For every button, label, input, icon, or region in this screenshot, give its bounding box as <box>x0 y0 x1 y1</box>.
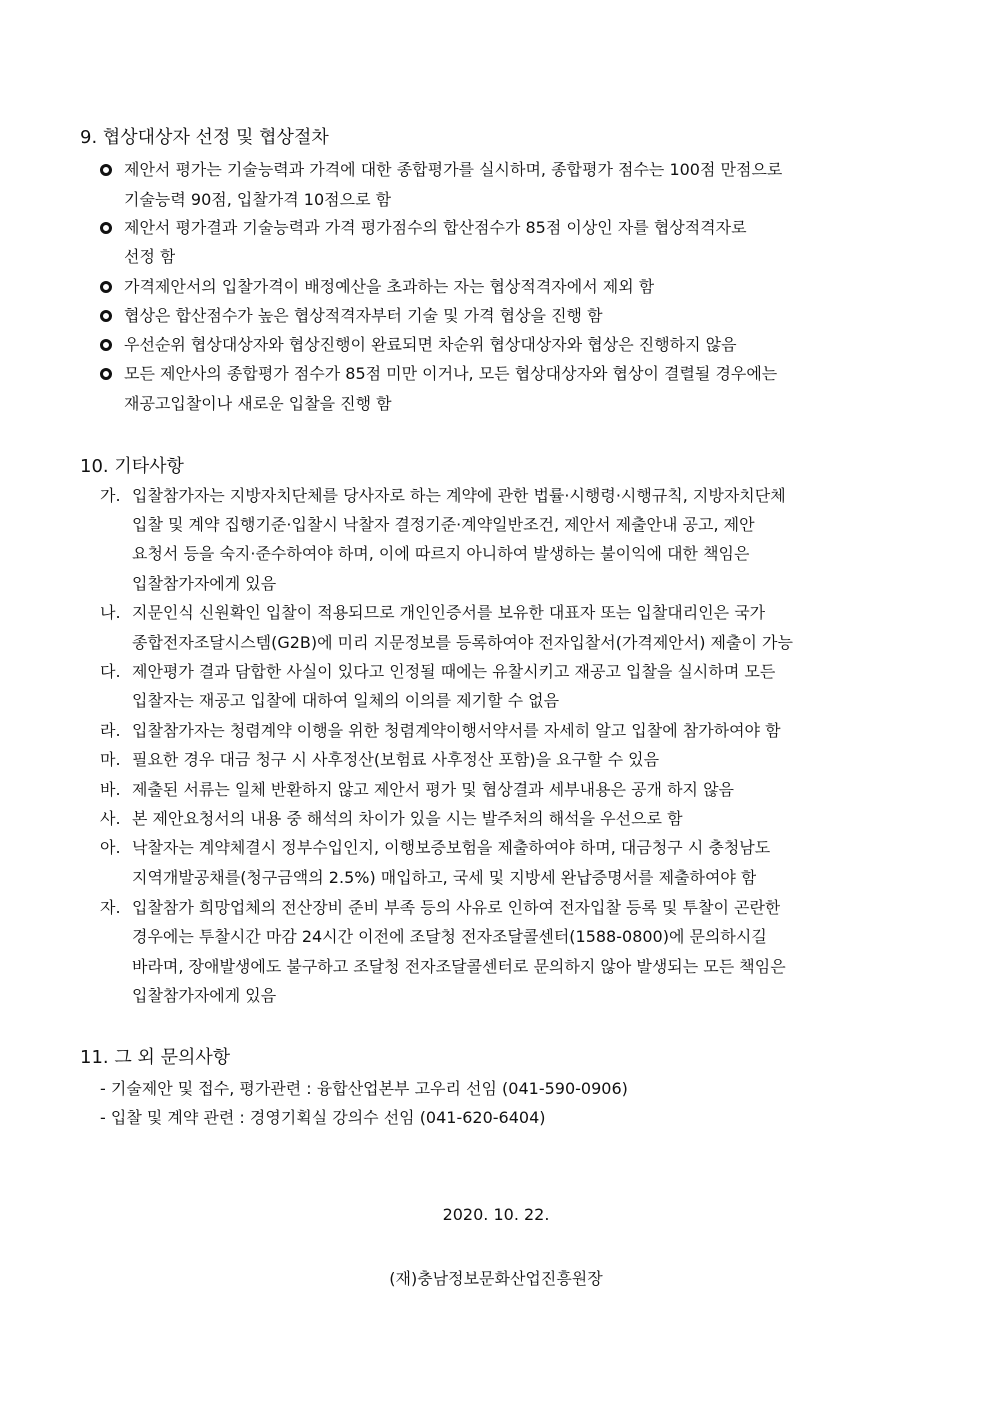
item-marker: 마. <box>100 750 121 769</box>
item-line: 지문인식 신원확인 입찰이 적용되므로 개인인증서를 보유한 대표자 또는 입찰대리인은 국가 <box>132 603 766 622</box>
item-line: 입찰참가자는 지방자치단체를 당사자로 하는 계약에 관한 법률·시행령·시행규칙, 지방자치단체 <box>132 486 786 505</box>
circle-bullet-icon <box>100 310 112 322</box>
contact-line: - 입찰 및 계약 관련 : 경영기획실 강의수 선임 (041-620-6404) <box>100 1108 546 1127</box>
item-line: 재공고입찰이나 새로운 입찰을 진행 함 <box>124 394 392 413</box>
item-line: 경우에는 투찰시간 마감 24시간 이전에 조달청 전자조달콜센터(1588-0800)에 문의하시길 <box>132 927 767 946</box>
item-marker: 사. <box>100 809 121 828</box>
item-line: 입찰참가자는 청렴계약 이행을 위한 청렴계약이행서약서를 자세히 알고 입찰에 참가하여야 함 <box>132 721 781 740</box>
item-line: 필요한 경우 대금 청구 시 사후정산(보험료 사후정산 포함)을 요구할 수 있음 <box>132 750 660 769</box>
item-line: 입찰자는 재공고 입찰에 대하여 일체의 이의를 제기할 수 없음 <box>132 691 560 710</box>
section-11-heading: 11. 그 외 문의사항 <box>80 1047 231 1068</box>
item-line: 모든 제안사의 종합평가 점수가 85점 미만 이거나, 모든 협상대상자와 협상이 결렬될 경우에는 <box>124 364 778 383</box>
item-line: 기술능력 90점, 입찰가격 10점으로 함 <box>124 190 392 209</box>
item-line: 우선순위 협상대상자와 협상진행이 완료되면 차순위 협상대상자와 협상은 진행하지 않음 <box>124 335 737 354</box>
circle-bullet-icon <box>100 281 112 293</box>
section-10-heading: 10. 기타사항 <box>80 456 184 477</box>
item-line: 제안평가 결과 담합한 사실이 있다고 인정될 때에는 유찰시키고 재공고 입찰을 실시하며 모든 <box>132 662 776 681</box>
circle-bullet-icon <box>100 368 112 380</box>
item-line: 낙찰자는 계약체결시 정부수입인지, 이행보증보험을 제출하여야 하며, 대금청구 시 충청남도 <box>132 838 771 857</box>
item-marker: 자. <box>100 898 121 917</box>
issuing-organization: (재)충남정보문화산업진흥원장 <box>389 1269 603 1288</box>
item-line: 요청서 등을 숙지·준수하여야 하며, 이에 따르지 아니하여 발생하는 불이익에 대한 책임은 <box>132 544 750 563</box>
item-line: 선정 함 <box>124 247 176 266</box>
circle-bullet-icon <box>100 339 112 351</box>
document-date: 2020. 10. 22. <box>442 1205 550 1224</box>
circle-bullet-icon <box>100 164 112 176</box>
section-9-heading: 9. 협상대상자 선정 및 협상절차 <box>80 127 329 148</box>
item-line: 입찰 및 계약 집행기준·입찰시 낙찰자 결정기준·계약일반조건, 제안서 제출안내 공고, 제안 <box>132 515 755 534</box>
item-line: 본 제안요청서의 내용 중 해석의 차이가 있을 시는 발주처의 해석을 우선으로 함 <box>132 809 683 828</box>
contact-line: - 기술제안 및 접수, 평가관련 : 융합산업본부 고우리 선임 (041-590-0906) <box>100 1079 628 1098</box>
item-marker: 가. <box>100 486 121 505</box>
item-text: 제안서 평가는 기술능력과 가격에 대한 종합평가를 실시하며, 종합평가 점수는 100점 만점으로 <box>124 160 783 179</box>
item-marker: 나. <box>100 603 121 622</box>
item-line <box>124 158 912 182</box>
item-marker: 다. <box>100 662 121 681</box>
item-line: 가격제안서의 입찰가격이 배정예산을 초과하는 자는 협상적격자에서 제외 함 <box>124 277 655 296</box>
item-line: 협상은 합산점수가 높은 협상적격자부터 기술 및 가격 협상을 진행 함 <box>124 306 603 325</box>
item-line: 입찰참가자에게 있음 <box>132 986 277 1005</box>
item-line: 제출된 서류는 일체 반환하지 않고 제안서 평가 및 협상결과 세부내용은 공개 하지 않음 <box>132 780 734 799</box>
item-line: 입찰참가 희망업체의 전산장비 준비 부족 등의 사유로 인하여 전자입찰 등록 및 투찰이 곤란한 <box>132 898 781 917</box>
item-line: 종합전자조달시스템(G2B)에 미리 지문정보를 등록하여야 전자입찰서(가격제안서) 제출이 가능 <box>132 633 793 652</box>
item-line: 지역개발공채를(청구금액의 2.5%) 매입하고, 국세 및 지방세 완납증명서를 제출하여야 함 <box>132 868 757 887</box>
item-marker: 라. <box>100 721 121 740</box>
item-marker: 아. <box>100 838 121 857</box>
item-marker: 바. <box>100 780 121 799</box>
item-line: 입찰참가자에게 있음 <box>132 574 277 593</box>
item-line: 바라며, 장애발생에도 불구하고 조달청 전자조달콜센터로 문의하지 않아 발생되는 모든 책임은 <box>132 957 786 976</box>
item-line: 제안서 평가결과 기술능력과 가격 평가점수의 합산점수가 85점 이상인 자를 협상적격자로 <box>124 218 747 237</box>
circle-bullet-icon <box>100 222 112 234</box>
